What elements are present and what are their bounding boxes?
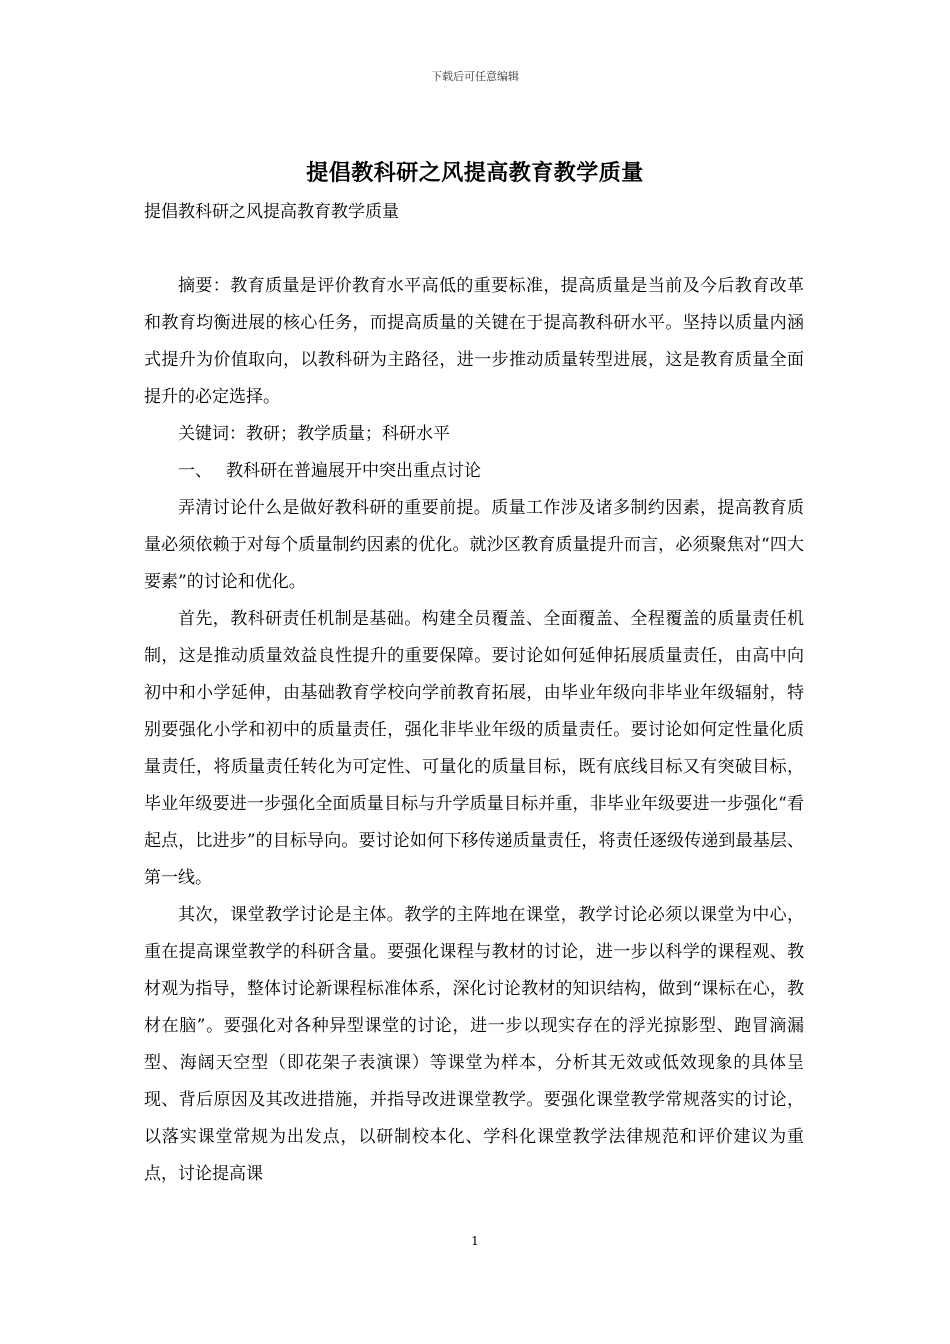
keywords-paragraph: 关键词：教研；教学质量；科研水平 [178,424,450,444]
abstract-paragraph: 摘要：教育质量是评价教育水平高低的重要标准，提高质量是当前及今后教育改革和教育均衡进展的核心任务，而提高质量的关键在于提高教科研水平。坚持以质量内涵式提升为价值取向，以教科研为主路径，进一步推动质量转型进展，这是教育质量全面提升的必定选择。 [144,276,804,407]
page-header-note: 下载后可任意编辑 [431,70,519,83]
document-subtitle: 提倡教科研之风提高教育教学质量 [144,202,399,222]
body-paragraph: 弄清讨论什么是做好教科研的重要前提。质量工作涉及诸多制约因素，提高教育质量必须依赖于对每个质量制约因素的优化。就沙区教育质量提升而言，必须聚焦对“四大要素”的讨论和优化。 [144,498,804,592]
page-number: 1 [471,1234,479,1248]
document-title: 提倡教科研之风提高教育教学质量 [306,160,644,186]
section-heading [144,453,804,490]
body-paragraph: 首先，教科研责任机制是基础。构建全员覆盖、全面覆盖、全程覆盖的质量责任机制，这是推动质量效益良性提升的重要保障。要讨论如何延伸拓展质量责任，由高中向初中和小学延伸，由基础教育学校向学前教育拓展，由毕业年级向非毕业年级辐射，特别要强化小学和初中的质量责任，强化非毕业年级的质量责任。要讨论如何定性量化质量责任，将质量责任转化为可定性、可量化的质量目标，既有底线目标又有突破目标，毕业年级要进一步强化全面质量目标与升学质量目标并重，非毕业年级要进一步强化“看起点，比进步”的目标导向。要讨论如何下移传递质量责任，将责任逐级传递到最基层、第一线。 [144,609,804,888]
document-body [144,268,804,1193]
body-paragraph: 其次，课堂教学讨论是主体。教学的主阵地在课堂，教学讨论必须以课堂为中心，重在提高课堂教学的科研含量。要强化课程与教材的讨论，进一步以科学的课程观、教材观为指导，整体讨论新课程标准体系，深化讨论教材的知识结构，做到“课标在心，教材在脑”。要强化对各种异型课堂的讨论，进一步以现实存在的浮光掠影型、跑冒滴漏型、海阔天空型（即花架子表演课）等课堂为样本，分析其无效或低效现象的具体呈现、背后原因及其改进措施，并指导改进课堂教学。要强化课堂教学常规落实的讨论，以落实课堂常规为出发点，以研制校本化、学科化课堂教学法律规范和评价建议为重点，讨论提高课 [144,905,804,1184]
section-number: 一、 [178,461,212,481]
section-title: 教科研在普遍展开中突出重点讨论 [226,461,481,481]
